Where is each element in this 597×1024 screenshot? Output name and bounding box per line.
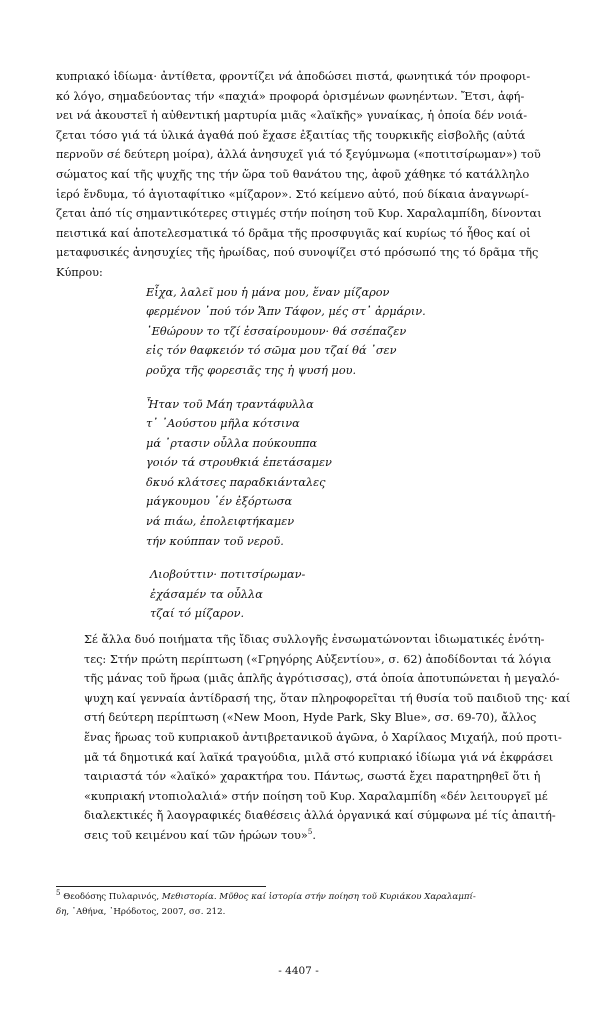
- text-line: Κύπρου:: [56, 265, 103, 279]
- text-line: στή δεύτερη περίπτωση («New Moon, Hyde Park, Sky Blue», σσ. 69-70), ἄλλος: [84, 711, 537, 725]
- text-line: μᾶ τά δημοτικά καί λαϊκά τραγούδια, μιλᾶ στό κυπριακό ἰδίωμα γιά νά ἐκφράσει: [84, 750, 554, 764]
- poem-stanza-2: [146, 395, 554, 552]
- paragraph-2: [56, 630, 571, 846]
- text-line: μεταφυσικές ἀνησυχίες τῆς ἡρωίδας, πού συνοψίζει στό πρόσωπό της τό δρᾶμα τῆς: [56, 246, 539, 260]
- poem-line: εἰς τόν θαφκειόν τό σῶμα μου τζαί θά ᾿σεν: [146, 344, 397, 358]
- text-line: ἕνας ἥρωας τοῦ κυπριακοῦ ἀντιβρετανικοῦ ἀγῶνα, ὁ Χαρίλαος Μιχαήλ, πού προτι-: [84, 731, 562, 744]
- text-line: ἱερό ἔνδυμα, τό ἁγιοταφίτικο «μίζαρον». Στό κείμενο αὐτό, πού δίκαια ἀναγνωρί-: [56, 187, 529, 201]
- footnote-title-end: δη: [56, 907, 67, 917]
- poem-line: τζαί τό μίζαρον.: [150, 607, 245, 621]
- text-line: πειστικά καί ἀποτελεσματικά τό δρᾶμα τῆς προσφυγιᾶς καί κυρίως τό ἦθος καί οἱ: [56, 226, 531, 240]
- poem-line: Ἦταν τοῦ Μάη τραντάφυλλα: [146, 397, 314, 411]
- poem-line: ἐχάσαμέν τα οὗλλα: [150, 587, 263, 601]
- text-line: ζεται ἀπό τίς σημαντικότερες στιγμές στήν ποίηση τοῦ Κυρ. Χαραλαμπίδη, δίνονται: [56, 207, 542, 221]
- text-line: Σέ ἄλλα δυό ποιήματα τῆς ἴδιας συλλογῆς ἐνσωματώνονται ἰδιωματικές ἑνότη-: [84, 633, 545, 647]
- poem-line: μάγκουμου ᾿έν ἐξόρτωσα: [146, 495, 293, 509]
- poem-stanza-1: [146, 283, 554, 381]
- text-line: τες: Στήν πρώτη περίπτωση («Γρηγόρης Αὐξεντίου», σ. 62) ἀποδίδονται τά λόγια: [84, 652, 552, 666]
- poem-line: δκυό κλάτσες παραδκιάνταλες: [146, 475, 326, 489]
- footnote-marker: 5: [56, 889, 61, 898]
- poem-quotation: [56, 283, 554, 625]
- text-line: περνοῦν σέ δεύτερη μοίρα), ἀλλά ἀνησυχεῖ γιά τό ξεγύμνωμα («ποτιτσίρωμαν») τοῦ: [56, 148, 541, 162]
- poem-stanza-3: [146, 565, 554, 624]
- poem-line: Εἶχα, λαλεῖ μου ἡ μάνα μου, ἕναν μίζαρον: [146, 285, 390, 299]
- text-line: ταιριαστά τόν «λαϊκό» χαρακτήρα του. Πάντως, σωστά ἔχει παρατηρηθεῖ ὅτι ἡ: [84, 770, 541, 784]
- footnote-line-1: [56, 890, 554, 905]
- text-line: νει νά ἀκουστεῖ ἡ αὐθεντική μαρτυρία μιᾶς «λαϊκῆς» γυναίκας, ἡ ὁποία δέν νοιά-: [56, 109, 528, 123]
- poem-line: ροῦχα τῆς φορεσιᾶς της ἡ ψυσή μου.: [146, 363, 357, 377]
- footnote-author: Θεοδόσης Πυλαρινός,: [60, 892, 162, 902]
- poem-line: ᾿Εθώρουν το τζί ἐσσαίρουμουν· θά σσέπαζεν: [146, 324, 407, 338]
- text-line-last: [56, 826, 554, 846]
- text-line: κό λόγο, σημαδεύοντας τήν «παχιά» προφορά ὁρισμένων φωνηέντων. Ἔτσι, ἀφή-: [56, 89, 525, 103]
- poem-line: τήν κούππαν τοῦ νεροῦ.: [146, 534, 284, 548]
- poem-line: γοιόν τά στρουθκιά ἐπετάσαμεν: [146, 456, 332, 470]
- footnote: [56, 890, 554, 920]
- poem-line: τ᾿ ᾿Αούστου μῆλα κότσινα: [146, 417, 300, 431]
- poem-line: φερμένον ᾿πού τόν Ἅπν Τάφον, μές στ᾿ ἀρμάριν.: [146, 305, 426, 319]
- footnote-publication: , ᾿Αθήνα, ῾Ηρόδοτος, 2007, σσ. 212.: [66, 907, 226, 917]
- text-line: κυπριακό ἰδίωμα· ἀντίθετα, φροντίζει νά ἀποδώσει πιστά, φωνητικά τόν προφορι-: [56, 70, 531, 83]
- text-line: ψυχη καί γενναία ἀντίδρασή της, ὅταν πληροφορεῖται τή θυσία τοῦ παιδιοῦ της· καί: [84, 691, 571, 705]
- paragraph-1: [56, 67, 554, 283]
- last-line-period: .: [312, 828, 316, 842]
- footnote-separator: [56, 886, 266, 887]
- text-line: «κυπριακή ντοπιολαλιά» στήν ποίηση τοῦ Κυρ. Χαραλαμπίδη «δέν λειτουργεῖ μέ: [84, 789, 548, 803]
- footnote-title: Μεθιστορία. Μῦθος καί ἱστορία στήν ποίηση τοῦ Κυριάκου Χαραλαμπί-: [161, 892, 476, 902]
- poem-line: Λιοβούττιν· ποτιτσίρωμαν-: [150, 568, 306, 582]
- footnote-reference[interactable]: 5: [307, 828, 313, 837]
- page-number: - 4407 -: [278, 965, 319, 977]
- text-line: ζεται τόσο γιά τά ὑλικά ἀγαθά πού ἔχασε ἐξαιτίας τῆς τουρκικῆς εἰσβολῆς (αὐτά: [56, 128, 526, 142]
- text-line: διαλεκτικές ἤ λαογραφικές διαθέσεις ἀλλά ὀργανικά καί σύμφωνα μέ τίς ἀπαιτή-: [84, 809, 556, 823]
- poem-line: μά ᾿ρτασιν οὗλλα πούκουππα: [146, 436, 318, 450]
- text-line: τῆς μάνας τοῦ ἥρωα (μιᾶς ἁπλῆς ἀγρότισσας), στά ὁποία ἀποτυπώνεται ἡ μεγαλό-: [84, 672, 560, 686]
- last-line-text: σεις τοῦ κειμένου καί τῶν ἡρώων του»: [84, 828, 308, 842]
- poem-line: νά πιάω, ἐπολειφτήκαμεν: [146, 515, 295, 529]
- text-line: σώματος καί τῆς ψυχῆς της τήν ὥρα τοῦ θανάτου της, ἀφοῦ χάθηκε τό κατάλληλο: [56, 167, 530, 181]
- footnote-line-2: [56, 905, 554, 920]
- body-text: [56, 67, 571, 846]
